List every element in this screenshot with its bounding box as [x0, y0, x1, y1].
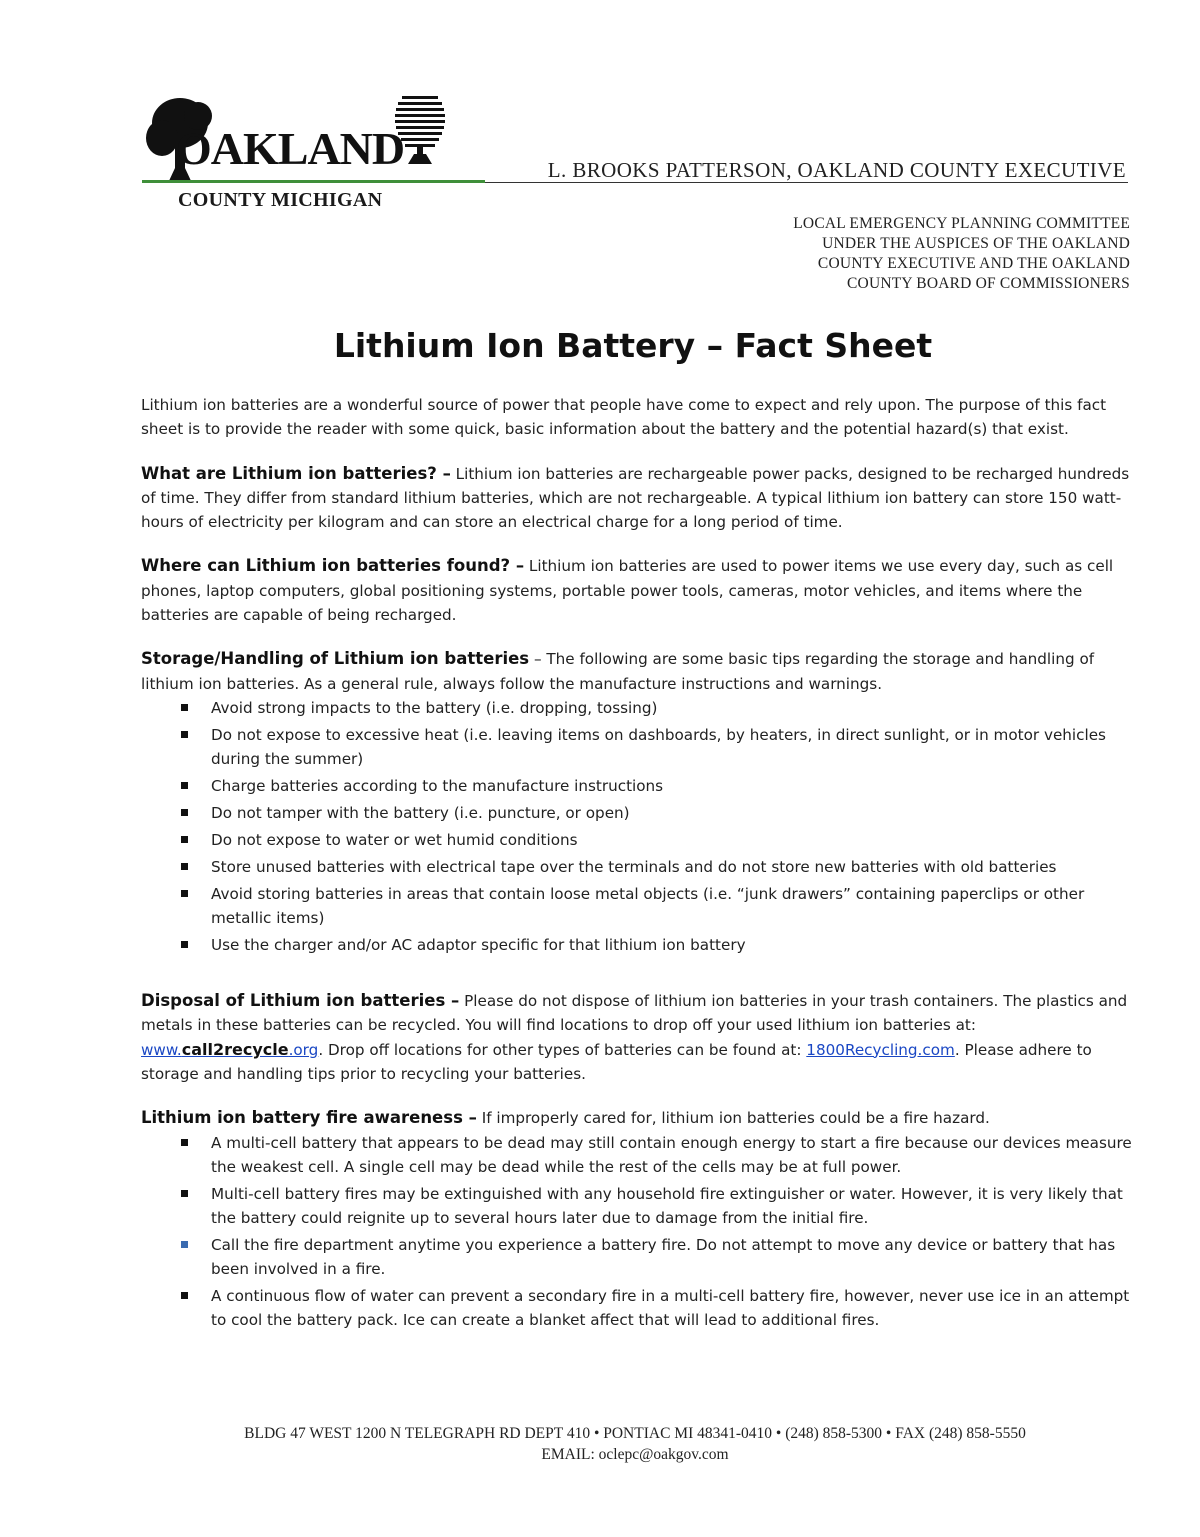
section-text: Please do not dispose of lithium ion batteries in your trash containers. The plastics and metals in these batteries can be recycled. You will find locations to drop off your used lithium ion batteries at: — [141, 992, 1128, 1035]
list-item: Call the fire department anytime you experience a battery fire. Do not attempt to move any device or battery that has been involved in a fire. — [141, 1233, 1133, 1282]
fire-awareness-list — [141, 1131, 1133, 1333]
list-item: Avoid strong impacts to the battery (i.e. dropping, tossing) — [141, 696, 1133, 720]
committee-block — [793, 214, 1130, 294]
page-footer — [0, 1423, 1200, 1465]
bullet-icon — [181, 809, 188, 816]
list-item: Do not expose to excessive heat (i.e. leaving items on dashboards, by heaters, in direct sunlight, or in motor vehicles during the summer) — [141, 723, 1133, 772]
section-text: . Drop off locations for other types of batteries can be found at: — [318, 1040, 807, 1059]
county-michigan-label: COUNTY MICHIGAN — [178, 189, 383, 211]
committee-line: COUNTY BOARD OF COMMISSIONERS — [847, 275, 1130, 292]
committee-line: UNDER THE AUSPICES OF THE OAKLAND — [822, 235, 1130, 252]
bullet-icon — [181, 941, 188, 948]
logo-wordmark: OAKLAND — [176, 123, 405, 174]
footer-address: BLDG 47 WEST 1200 N TELEGRAPH RD DEPT 410 • PONTIAC MI 48341-0410 • (248) 858-5300 • FAX (248) 858-5550 — [244, 1425, 1026, 1442]
call2recycle-link[interactable]: www.call2recycle.org — [141, 1039, 319, 1059]
header-green-rule — [142, 180, 485, 183]
list-item: Do not tamper with the battery (i.e. puncture, or open) — [141, 801, 1133, 825]
bullet-icon — [181, 782, 188, 789]
bullet-icon — [181, 1139, 188, 1146]
list-item: Multi-cell battery fires may be extinguished with any household fire extinguisher or water. However, it is very likely that the battery could reignite up to several hours later due to damage from the initial fire. — [141, 1182, 1133, 1231]
list-item: Do not expose to water or wet humid conditions — [141, 828, 1133, 852]
1800recycling-link[interactable]: 1800Recycling.com — [806, 1040, 955, 1059]
county-executive-line: L. BROOKS PATTERSON, OAKLAND COUNTY EXECUTIVE — [547, 158, 1126, 182]
list-item: A continuous flow of water can prevent a secondary fire in a multi-cell battery fire, however, never use ice in an attempt to cool the battery pack. Ice can create a blanket affect that will lead to additional fires. — [141, 1284, 1133, 1333]
document-body — [141, 393, 1133, 1353]
bullet-icon — [181, 1292, 188, 1299]
bullet-icon — [181, 836, 188, 843]
section-fire — [141, 1106, 1133, 1130]
section-text: If improperly cared for, lithium ion batteries could be a fire hazard. — [476, 1109, 990, 1128]
section-text: Lithium ion batteries are used to power items we use every day, such as cell phones, laptop computers, global positioning systems, portable power tools, cameras, motor vehicles, and items where the batteries are capable of being recharged. — [141, 557, 1114, 625]
list-item: A multi-cell battery that appears to be dead may still contain enough energy to start a fire because our devices measure the weakest cell. A single cell may be dead while the rest of the cells may be at full power. — [141, 1131, 1133, 1180]
section-what — [141, 462, 1133, 535]
section-text: Lithium ion batteries are rechargeable power packs, designed to be recharged hundreds of time. They differ from standard lithium batteries, which are not rechargeable. A typical lithium ion battery can store 150 watt-hours of electricity per kilogram and can store an electrical charge for a long period of time. — [141, 464, 1130, 532]
section-heading: Lithium ion battery fire awareness – — [141, 1108, 477, 1128]
bullet-icon — [181, 863, 188, 870]
bullet-icon — [181, 1241, 188, 1248]
section-disposal — [141, 989, 1133, 1086]
intro-paragraph: Lithium ion batteries are a wonderful source of power that people have come to expect and rely upon. The purpose of this fact sheet is to provide the reader with some quick, basic information about the battery and the potential hazard(s) that exist. — [141, 396, 1107, 439]
list-item: Store unused batteries with electrical tape over the terminals and do not store new batteries with old batteries — [141, 855, 1133, 879]
section-heading: Storage/Handling of Lithium ion batteries — [141, 649, 530, 669]
section-heading: What are Lithium ion batteries? – — [141, 463, 451, 483]
section-storage — [141, 647, 1133, 696]
list-item: Avoid storing batteries in areas that contain loose metal objects (i.e. “junk drawers” containing paperclips or other metallic items) — [141, 882, 1133, 931]
list-item: Charge batteries according to the manufacture instructions — [141, 774, 1133, 798]
storage-tips-list — [141, 696, 1133, 957]
committee-line: COUNTY EXECUTIVE AND THE OAKLAND — [817, 255, 1130, 272]
page-title: Lithium Ion Battery – Fact Sheet — [333, 326, 933, 365]
list-item: Use the charger and/or AC adaptor specific for that lithium ion battery — [141, 933, 1133, 957]
bullet-icon — [181, 890, 188, 897]
bullet-icon — [181, 731, 188, 738]
footer-email: EMAIL: oclepc@oakgov.com — [541, 1446, 729, 1463]
committee-line: LOCAL EMERGENCY PLANNING COMMITTEE — [793, 215, 1130, 232]
section-text: – The following are some basic tips regarding the storage and handling of lithium ion batteries. As a general rule, always follow the manufacture instructions and warnings. — [141, 650, 1095, 693]
section-heading: Disposal of Lithium ion batteries – — [141, 991, 460, 1011]
section-heading: Where can Lithium ion batteries found? – — [141, 556, 525, 576]
section-where — [141, 554, 1133, 627]
bullet-icon — [181, 704, 188, 711]
section-text: . Please adhere to storage and handling tips prior to recycling your batteries. — [141, 1040, 1092, 1083]
bullet-icon — [181, 1190, 188, 1197]
